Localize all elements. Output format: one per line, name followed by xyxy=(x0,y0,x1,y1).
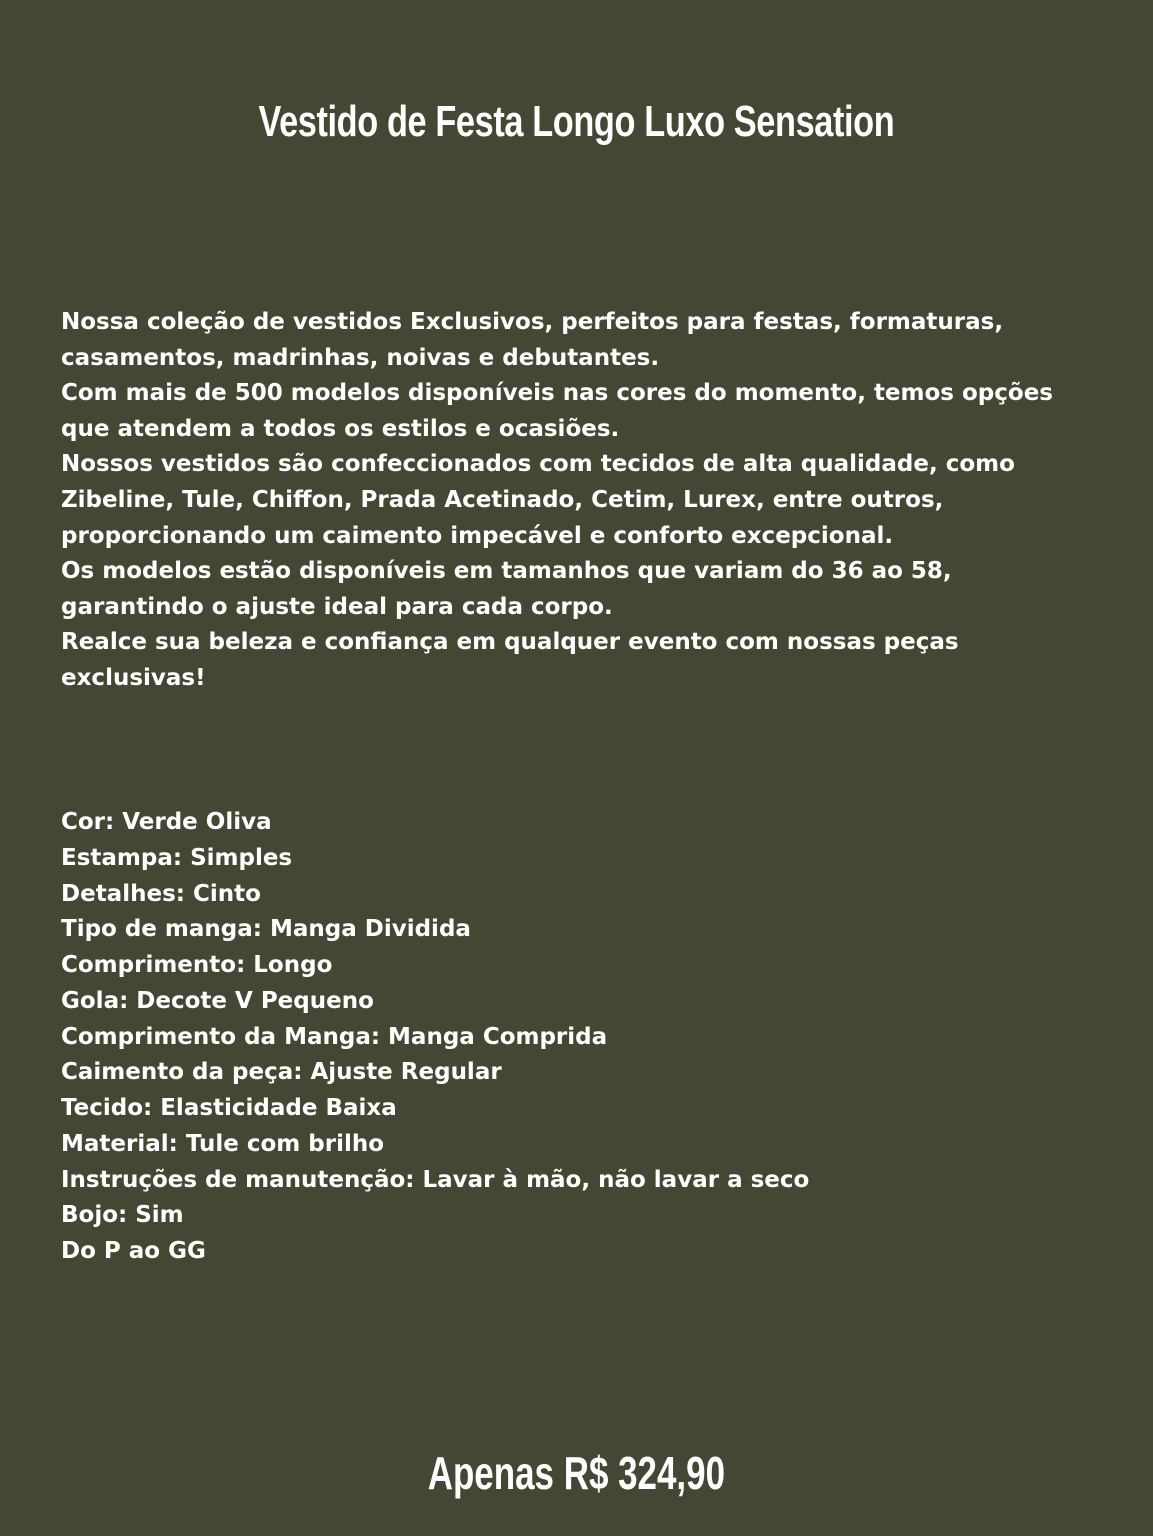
spec-item-details: Detalhes: Cinto xyxy=(61,880,261,907)
spec-item-neckline: Gola: Decote V Pequeno xyxy=(61,987,374,1014)
product-description xyxy=(61,305,1081,697)
spec-item-padding: Bojo: Sim xyxy=(61,1202,184,1229)
spec-item-fabric: Tecido: Elasticidade Baixa xyxy=(61,1095,397,1121)
spec-item-sleeve-type: Tipo de manga: Manga Dividida xyxy=(61,916,471,943)
price-label: Apenas R$ 324,90 xyxy=(427,1447,726,1499)
description-paragraph: Com mais de 500 modelos disponíveis nas cores do momento, temos opções que atendem a todos os estilos e ocasiões. xyxy=(61,380,1053,442)
description-paragraph: Os modelos estão disponíveis em tamanhos que variam do 36 ao 58, garantindo o ajuste ideal para cada corpo. xyxy=(61,558,952,620)
product-specs-list xyxy=(61,805,1061,1270)
description-paragraph: Realce sua beleza e confiança em qualquer evento com nossas peças exclusivas! xyxy=(61,629,959,691)
page-title: Vestido de Festa Longo Luxo Sensation xyxy=(258,97,895,146)
spec-item-sizes: Do P ao GG xyxy=(61,1238,206,1264)
description-paragraph: Nossos vestidos são confeccionados com tecidos de alta qualidade, como Zibeline, Tule, Chiffon, Prada Acetinado, Cetim, Lurex, entre outros, proporcionando um caimento impecável e conforto excepcional. xyxy=(61,451,1015,549)
spec-item-fit: Caimento da peça: Ajuste Regular xyxy=(61,1059,502,1086)
description-paragraph: Nossa coleção de vestidos Exclusivos, perfeitos para festas, formaturas, casamentos, madrinhas, noivas e debutantes. xyxy=(61,309,1004,371)
spec-item-print: Estampa: Simples xyxy=(61,844,293,871)
spec-item-length: Comprimento: Longo xyxy=(61,952,333,978)
spec-item-care: Instruções de manutenção: Lavar à mão, não lavar a seco xyxy=(61,1166,810,1193)
spec-item-material: Material: Tule com brilho xyxy=(61,1130,385,1157)
spec-item-sleeve-length: Comprimento da Manga: Manga Comprida xyxy=(61,1023,608,1050)
spec-item-color: Cor: Verde Oliva xyxy=(61,809,272,835)
